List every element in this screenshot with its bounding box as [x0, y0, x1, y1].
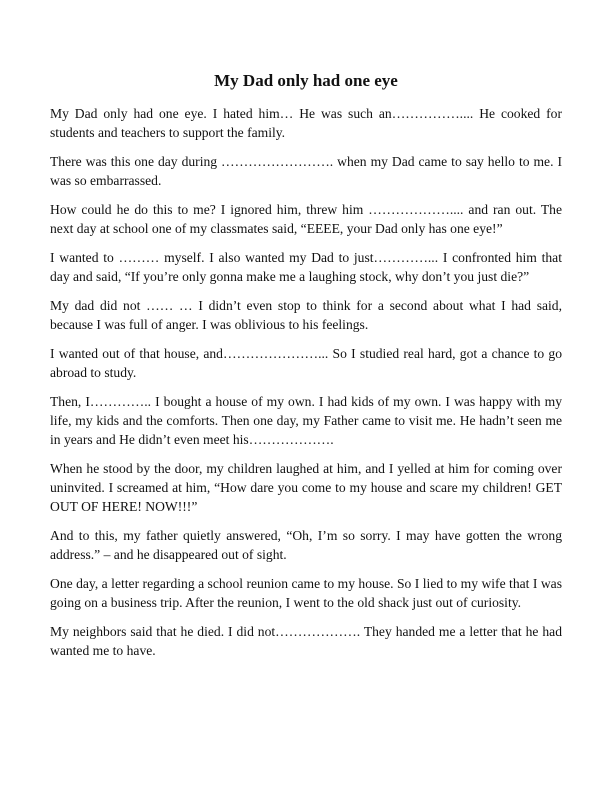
paragraph: One day, a letter regarding a school reunion came to my house. So I lied to my wife that I was going on a business trip. After the reunion, I went to the old shack just out of curiosity.: [50, 576, 562, 610]
paragraph: When he stood by the door, my children laughed at him, and I yelled at him for coming over uninvited. I screamed at him, “How dare you come to my house and scare my children! GET OUT OF HERE! NOW!!!”: [50, 461, 562, 514]
paragraph: Then, I………….. I bought a house of my own. I had kids of my own. I was happy with my life, my kids and the comforts. Then one day, my Father came to visit me. He hadn’t seen me in years and He didn’t even meet his……………….: [50, 394, 562, 447]
paragraph: My neighbors said that he died. I did not………………. They handed me a letter that he had wanted me to have.: [50, 624, 562, 658]
document-title: My Dad only had one eye: [214, 71, 398, 90]
paragraph: I wanted to ……… myself. I also wanted my Dad to just…………... I confronted him that day and said, “If you’re only gonna make me a laughing stock, why don’t you just die?”: [50, 250, 562, 284]
paragraph: I wanted out of that house, and…………………... So I studied real hard, got a chance to go abroad to study.: [50, 346, 562, 380]
paragraph: There was this one day during ……………………. when my Dad came to say hello to me. I was so embarrassed.: [50, 154, 562, 188]
paragraph: My dad did not …… … I didn’t even stop to think for a second about what I had said, because I was full of anger. I was oblivious to his feelings.: [50, 298, 562, 332]
paragraph: How could he do this to me? I ignored him, threw him ……………….... and ran out. The next day at school one of my classmates said, “EEEE, your Dad only has one eye!”: [50, 202, 562, 236]
paragraph: My Dad only had one eye. I hated him… He was such an…………….... He cooked for students and teachers to support the family.: [50, 106, 562, 140]
paragraph: And to this, my father quietly answered, “Oh, I’m so sorry. I may have gotten the wrong address.” – and he disappeared out of sight.: [50, 528, 562, 562]
